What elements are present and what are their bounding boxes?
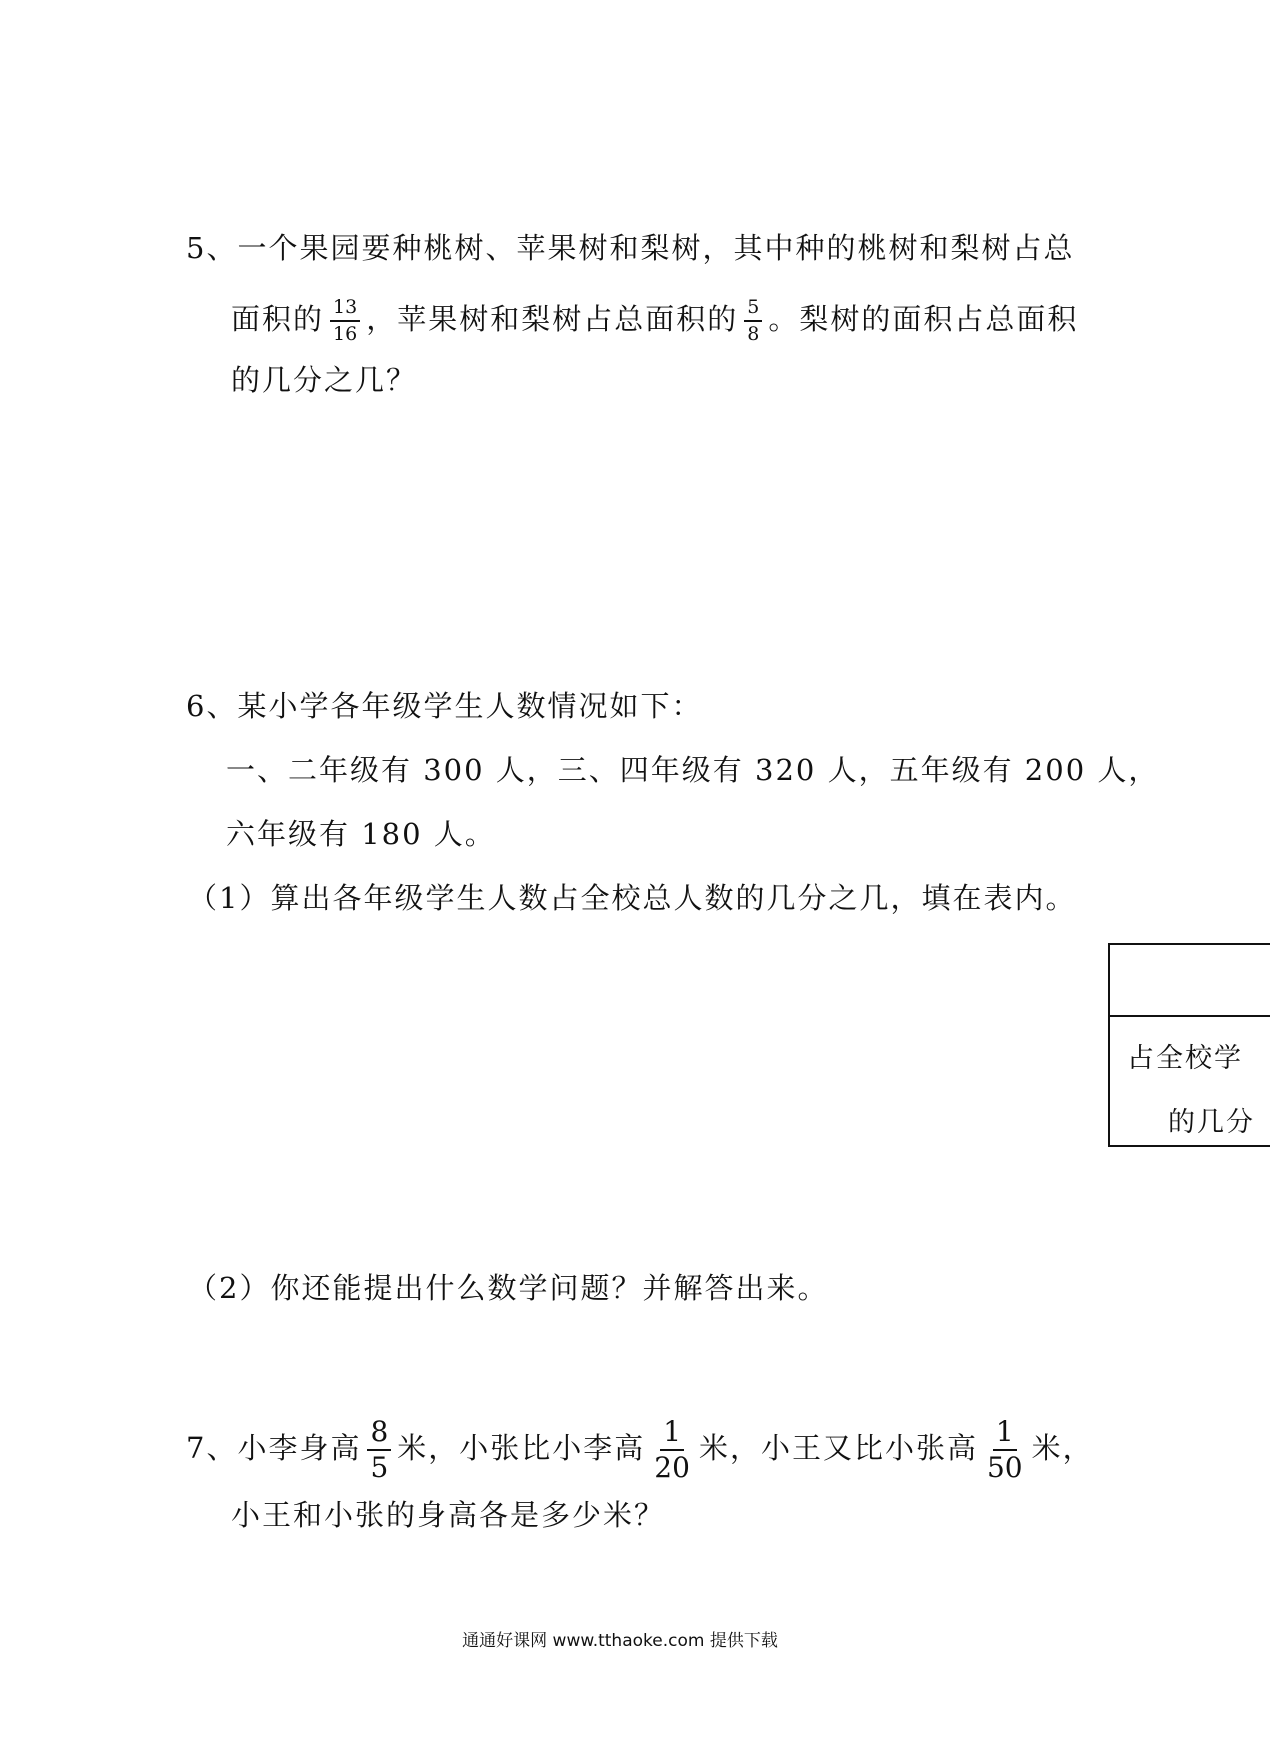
table-row-label-line2: 的几分 bbox=[1168, 1107, 1255, 1138]
fraction-numerator: 1 bbox=[660, 1418, 684, 1451]
fraction-denominator: 16 bbox=[333, 323, 358, 345]
q7-line2: 小王和小张的身高各是多少米？ bbox=[231, 1498, 666, 1532]
q5-line2 bbox=[231, 298, 1078, 344]
table-row-label-line1: 占全校学 bbox=[1127, 1043, 1243, 1074]
fraction-denominator: 8 bbox=[747, 323, 760, 345]
q7-text-d: 米， bbox=[1031, 1431, 1094, 1465]
q6-part1: （1）算出各年级学生人数占全校总人数的几分之几，填在表内。 bbox=[188, 881, 1077, 915]
q7-text-b: 米，小张比小李高 bbox=[397, 1431, 646, 1465]
q7-text-c: 米，小王又比小张高 bbox=[698, 1431, 978, 1465]
fraction-denominator: 50 bbox=[986, 1451, 1023, 1484]
q7-fraction-1-20 bbox=[651, 1415, 693, 1484]
q6-line2: 一、二年级有 300 人，三、四年级有 320 人，五年级有 200 人， bbox=[226, 753, 1160, 787]
fraction-denominator: 5 bbox=[370, 1451, 389, 1484]
fraction-numerator: 5 bbox=[744, 298, 762, 322]
q5-fraction-13-16 bbox=[330, 298, 360, 344]
q7-text-a: 7、小李身高 bbox=[186, 1431, 362, 1465]
q7-fraction-8-5 bbox=[367, 1415, 391, 1484]
q5-line2-text-c: 。梨树的面积占总面积 bbox=[768, 302, 1079, 336]
fraction-denominator: 20 bbox=[654, 1451, 690, 1484]
q5-fraction-5-8 bbox=[744, 298, 762, 344]
fraction-numerator: 8 bbox=[367, 1418, 391, 1451]
q5-line1: 5、一个果园要种桃树、苹果树和梨树，其中种的桃树和梨树占总 bbox=[186, 231, 1075, 265]
q7-fraction-1-50 bbox=[984, 1415, 1026, 1484]
table-header-row bbox=[1110, 945, 1270, 1017]
q5-line2-text-b: ，苹果树和梨树占总面积的 bbox=[366, 302, 739, 336]
fraction-numerator: 13 bbox=[330, 298, 360, 322]
page-footer: 通通好课网 www.tthaoke.com 提供下载 bbox=[462, 1631, 778, 1651]
q6-part2: （2）你还能提出什么数学问题？并解答出来。 bbox=[188, 1271, 829, 1305]
q6-line1: 6、某小学各年级学生人数情况如下： bbox=[186, 689, 703, 723]
q6-line3: 六年级有 180 人。 bbox=[226, 817, 496, 851]
q5-line2-text-a: 面积的 bbox=[231, 302, 325, 336]
q7-line1 bbox=[186, 1415, 1094, 1484]
q5-line3: 的几分之几？ bbox=[231, 363, 418, 397]
fraction-numerator: 1 bbox=[993, 1418, 1017, 1451]
